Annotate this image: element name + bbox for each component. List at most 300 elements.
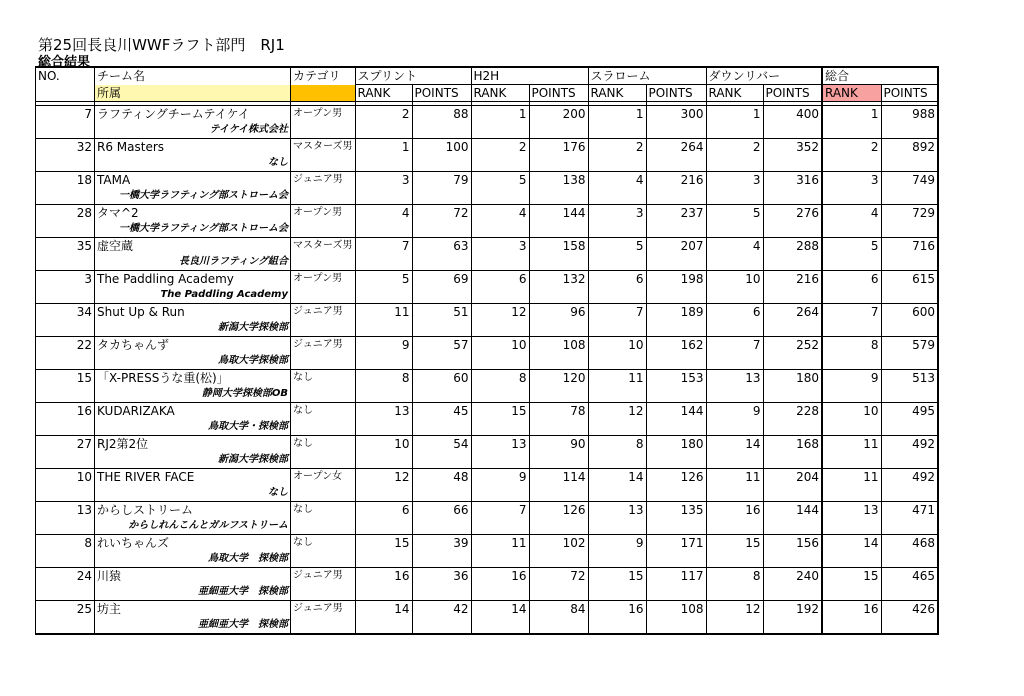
score-blank xyxy=(881,188,938,205)
score-blank xyxy=(529,551,588,568)
score-t-r: 15 xyxy=(822,568,881,585)
score-d-r: 2 xyxy=(706,139,763,156)
score-blank xyxy=(822,584,881,601)
score-sl-r: 16 xyxy=(588,601,646,618)
score-h-p: 120 xyxy=(529,370,588,387)
score-blank xyxy=(706,452,763,469)
score-blank xyxy=(881,518,938,535)
table-row xyxy=(36,568,939,585)
score-blank xyxy=(763,155,822,172)
score-blank xyxy=(822,551,881,568)
score-blank xyxy=(822,485,881,502)
score-blank xyxy=(881,122,938,139)
score-blank xyxy=(763,353,822,370)
entry-number: 24 xyxy=(36,568,95,585)
category: オープン男 xyxy=(291,205,356,222)
score-sl-p: 126 xyxy=(646,469,706,486)
entry-number: 34 xyxy=(36,304,95,321)
score-d-r: 8 xyxy=(706,568,763,585)
score-sl-r: 4 xyxy=(588,172,646,189)
score-blank xyxy=(822,386,881,403)
score-blank xyxy=(412,419,471,436)
category-blank xyxy=(291,485,356,502)
score-sl-r: 11 xyxy=(588,370,646,387)
table-row-affiliation xyxy=(36,518,939,535)
score-t-p: 892 xyxy=(881,139,938,156)
table-row-affiliation xyxy=(36,551,939,568)
score-blank xyxy=(646,254,706,271)
score-blank xyxy=(529,155,588,172)
entry-number: 35 xyxy=(36,238,95,255)
header-sprint-points: POINTS xyxy=(412,85,471,102)
score-t-p: 600 xyxy=(881,304,938,321)
score-blank xyxy=(588,221,646,238)
score-blank xyxy=(471,320,529,337)
entry-number: 25 xyxy=(36,601,95,618)
score-d-r: 11 xyxy=(706,469,763,486)
table-row xyxy=(36,370,939,387)
score-sp-p: 79 xyxy=(412,172,471,189)
table-row xyxy=(36,106,939,123)
score-t-p: 729 xyxy=(881,205,938,222)
score-blank xyxy=(881,386,938,403)
entry-number: 32 xyxy=(36,139,95,156)
score-h-r: 16 xyxy=(471,568,529,585)
score-blank xyxy=(355,320,412,337)
score-blank xyxy=(355,122,412,139)
score-d-p: 156 xyxy=(763,535,822,552)
header-affiliation: 所属 xyxy=(95,85,291,102)
score-blank xyxy=(529,584,588,601)
score-blank xyxy=(471,518,529,535)
score-blank xyxy=(355,617,412,634)
entry-number: 16 xyxy=(36,403,95,420)
score-d-p: 240 xyxy=(763,568,822,585)
score-d-r: 15 xyxy=(706,535,763,552)
entry-number-blank xyxy=(36,287,95,304)
header-h2h-rank: RANK xyxy=(471,85,529,102)
score-t-r: 9 xyxy=(822,370,881,387)
entry-number-blank xyxy=(36,320,95,337)
score-d-r: 16 xyxy=(706,502,763,519)
score-t-r: 16 xyxy=(822,601,881,618)
score-t-p: 615 xyxy=(881,271,938,288)
results-table-body xyxy=(36,67,939,634)
score-t-p: 579 xyxy=(881,337,938,354)
category: なし xyxy=(291,502,356,519)
score-d-r: 6 xyxy=(706,304,763,321)
category: マスターズ男 xyxy=(291,238,356,255)
category-blank xyxy=(291,419,356,436)
entry-number: 27 xyxy=(36,436,95,453)
score-h-p: 176 xyxy=(529,139,588,156)
score-blank xyxy=(822,254,881,271)
team-name: 川猿 xyxy=(95,568,291,585)
entry-number: 15 xyxy=(36,370,95,387)
score-blank xyxy=(588,617,646,634)
category-blank xyxy=(291,155,356,172)
score-blank xyxy=(529,386,588,403)
score-blank xyxy=(706,155,763,172)
header-sprint: スプリント xyxy=(355,67,471,85)
affiliation: 新潟大学探検部 xyxy=(95,320,291,337)
score-t-r: 10 xyxy=(822,403,881,420)
score-sl-p: 189 xyxy=(646,304,706,321)
category-blank xyxy=(291,254,356,271)
score-blank xyxy=(706,287,763,304)
score-blank xyxy=(529,485,588,502)
affiliation: なし xyxy=(95,485,291,502)
score-blank xyxy=(355,188,412,205)
category-blank xyxy=(291,122,356,139)
score-sp-p: 42 xyxy=(412,601,471,618)
score-blank xyxy=(529,287,588,304)
score-sp-r: 10 xyxy=(355,436,412,453)
score-d-p: 180 xyxy=(763,370,822,387)
score-h-p: 78 xyxy=(529,403,588,420)
entry-number-blank xyxy=(36,584,95,601)
score-d-r: 1 xyxy=(706,106,763,123)
score-blank xyxy=(646,287,706,304)
score-d-p: 216 xyxy=(763,271,822,288)
score-d-r: 5 xyxy=(706,205,763,222)
score-sp-r: 3 xyxy=(355,172,412,189)
table-row-affiliation xyxy=(36,584,939,601)
score-blank xyxy=(822,452,881,469)
score-sl-r: 13 xyxy=(588,502,646,519)
score-blank xyxy=(355,551,412,568)
table-row xyxy=(36,436,939,453)
score-blank xyxy=(471,386,529,403)
table-row xyxy=(36,403,939,420)
score-sl-r: 8 xyxy=(588,436,646,453)
score-sp-p: 54 xyxy=(412,436,471,453)
score-blank xyxy=(763,617,822,634)
score-blank xyxy=(646,518,706,535)
score-sp-r: 2 xyxy=(355,106,412,123)
header-downriver: ダウンリバー xyxy=(706,67,822,85)
score-blank xyxy=(706,353,763,370)
affiliation: 鳥取大学 探検部 xyxy=(95,551,291,568)
score-sl-p: 264 xyxy=(646,139,706,156)
score-blank xyxy=(529,617,588,634)
score-blank xyxy=(471,221,529,238)
affiliation: 鳥取大学探検部 xyxy=(95,353,291,370)
category: ジュニア男 xyxy=(291,337,356,354)
score-blank xyxy=(412,518,471,535)
entry-number-blank xyxy=(36,254,95,271)
category-blank xyxy=(291,584,356,601)
table-row xyxy=(36,172,939,189)
team-name: れいちゃんズ xyxy=(95,535,291,552)
team-name: 「X-PRESSうな重(松)」 xyxy=(95,370,291,387)
score-blank xyxy=(412,155,471,172)
score-sl-r: 5 xyxy=(588,238,646,255)
page-subtitle: 総合結果 xyxy=(38,55,91,70)
score-blank xyxy=(763,419,822,436)
score-sl-p: 117 xyxy=(646,568,706,585)
category-blank xyxy=(291,287,356,304)
score-blank xyxy=(355,353,412,370)
score-t-r: 13 xyxy=(822,502,881,519)
score-t-r: 8 xyxy=(822,337,881,354)
page-title: 第25回長良川WWFラフト部門 RJ1 xyxy=(38,36,285,54)
score-sl-r: 3 xyxy=(588,205,646,222)
score-sp-p: 39 xyxy=(412,535,471,552)
affiliation: The Paddling Academy xyxy=(95,287,291,304)
score-sp-p: 66 xyxy=(412,502,471,519)
score-t-r: 11 xyxy=(822,436,881,453)
score-h-r: 10 xyxy=(471,337,529,354)
table-row-affiliation xyxy=(36,221,939,238)
team-name: TAMA xyxy=(95,172,291,189)
score-h-p: 90 xyxy=(529,436,588,453)
score-h-p: 158 xyxy=(529,238,588,255)
score-blank xyxy=(588,551,646,568)
score-d-p: 316 xyxy=(763,172,822,189)
score-blank xyxy=(529,221,588,238)
score-sl-r: 14 xyxy=(588,469,646,486)
score-sl-r: 6 xyxy=(588,271,646,288)
score-blank xyxy=(412,188,471,205)
score-d-r: 13 xyxy=(706,370,763,387)
score-h-p: 114 xyxy=(529,469,588,486)
score-t-p: 465 xyxy=(881,568,938,585)
score-h-p: 84 xyxy=(529,601,588,618)
score-blank xyxy=(706,320,763,337)
score-blank xyxy=(881,320,938,337)
score-sp-r: 8 xyxy=(355,370,412,387)
score-t-r: 14 xyxy=(822,535,881,552)
score-blank xyxy=(822,122,881,139)
score-blank xyxy=(881,551,938,568)
score-blank xyxy=(471,254,529,271)
header-category: カテゴリ xyxy=(291,67,356,85)
score-blank xyxy=(588,419,646,436)
score-blank xyxy=(822,617,881,634)
score-blank xyxy=(763,518,822,535)
score-blank xyxy=(412,452,471,469)
score-blank xyxy=(529,518,588,535)
team-name: KUDARIZAKA xyxy=(95,403,291,420)
score-sp-r: 9 xyxy=(355,337,412,354)
score-sl-p: 171 xyxy=(646,535,706,552)
score-blank xyxy=(588,386,646,403)
score-sp-r: 12 xyxy=(355,469,412,486)
entry-number: 22 xyxy=(36,337,95,354)
entry-number-blank xyxy=(36,188,95,205)
score-blank xyxy=(646,155,706,172)
score-h-p: 132 xyxy=(529,271,588,288)
score-h-r: 13 xyxy=(471,436,529,453)
category-blank xyxy=(291,551,356,568)
score-d-p: 276 xyxy=(763,205,822,222)
score-d-r: 12 xyxy=(706,601,763,618)
header-downriver-rank: RANK xyxy=(706,85,763,102)
table-row-affiliation xyxy=(36,287,939,304)
score-blank xyxy=(881,254,938,271)
score-sl-p: 237 xyxy=(646,205,706,222)
score-h-r: 15 xyxy=(471,403,529,420)
score-sl-p: 144 xyxy=(646,403,706,420)
affiliation: なし xyxy=(95,155,291,172)
score-blank xyxy=(529,419,588,436)
score-blank xyxy=(822,155,881,172)
score-blank xyxy=(881,485,938,502)
team-name: RJ2第2位 xyxy=(95,436,291,453)
score-blank xyxy=(763,551,822,568)
affiliation: 新潟大学探検部 xyxy=(95,452,291,469)
score-blank xyxy=(355,452,412,469)
category-blank xyxy=(291,320,356,337)
table-row-affiliation xyxy=(36,122,939,139)
header-slalom: スラローム xyxy=(588,67,706,85)
score-blank xyxy=(763,452,822,469)
entry-number-blank xyxy=(36,419,95,436)
score-blank xyxy=(881,353,938,370)
score-blank xyxy=(355,485,412,502)
score-h-r: 12 xyxy=(471,304,529,321)
score-t-r: 2 xyxy=(822,139,881,156)
table-row xyxy=(36,205,939,222)
score-sp-p: 36 xyxy=(412,568,471,585)
header-downriver-points: POINTS xyxy=(763,85,822,102)
score-blank xyxy=(412,353,471,370)
table-row-affiliation xyxy=(36,353,939,370)
score-sl-r: 10 xyxy=(588,337,646,354)
table-row xyxy=(36,337,939,354)
header-overall-rank: RANK xyxy=(822,85,881,102)
table-row xyxy=(36,502,939,519)
entry-number-blank xyxy=(36,122,95,139)
score-h-p: 72 xyxy=(529,568,588,585)
team-name: タマ^2 xyxy=(95,205,291,222)
score-blank xyxy=(355,518,412,535)
results-table xyxy=(35,66,939,635)
score-sl-p: 216 xyxy=(646,172,706,189)
score-t-r: 6 xyxy=(822,271,881,288)
score-blank xyxy=(881,617,938,634)
score-sp-p: 69 xyxy=(412,271,471,288)
category-blank xyxy=(291,188,356,205)
score-blank xyxy=(763,584,822,601)
category-blank xyxy=(291,386,356,403)
score-sl-r: 9 xyxy=(588,535,646,552)
category: なし xyxy=(291,370,356,387)
score-h-p: 144 xyxy=(529,205,588,222)
score-t-p: 471 xyxy=(881,502,938,519)
score-t-p: 495 xyxy=(881,403,938,420)
score-blank xyxy=(471,122,529,139)
score-sp-r: 1 xyxy=(355,139,412,156)
header-overall-points: POINTS xyxy=(881,85,938,102)
score-blank xyxy=(588,452,646,469)
score-blank xyxy=(822,287,881,304)
score-sl-p: 207 xyxy=(646,238,706,255)
score-blank xyxy=(706,254,763,271)
team-name: The Paddling Academy xyxy=(95,271,291,288)
header-h2h: H2H xyxy=(471,67,588,85)
score-blank xyxy=(706,518,763,535)
score-blank xyxy=(412,485,471,502)
category: ジュニア男 xyxy=(291,568,356,585)
score-blank xyxy=(412,287,471,304)
team-name: THE RIVER FACE xyxy=(95,469,291,486)
table-row-affiliation xyxy=(36,188,939,205)
table-row-affiliation xyxy=(36,320,939,337)
table-row xyxy=(36,304,939,321)
score-blank xyxy=(706,584,763,601)
score-t-r: 7 xyxy=(822,304,881,321)
score-sp-p: 60 xyxy=(412,370,471,387)
category: なし xyxy=(291,403,356,420)
affiliation: からしれんこんとガルフストリーム xyxy=(95,518,291,535)
score-blank xyxy=(706,419,763,436)
affiliation: 長良川ラフティング組合 xyxy=(95,254,291,271)
score-blank xyxy=(471,551,529,568)
score-sp-p: 51 xyxy=(412,304,471,321)
category: ジュニア男 xyxy=(291,601,356,618)
category: ジュニア男 xyxy=(291,172,356,189)
score-blank xyxy=(355,584,412,601)
score-d-r: 4 xyxy=(706,238,763,255)
score-sl-r: 2 xyxy=(588,139,646,156)
score-blank xyxy=(822,221,881,238)
team-name: Shut Up & Run xyxy=(95,304,291,321)
score-blank xyxy=(763,221,822,238)
score-blank xyxy=(355,386,412,403)
score-sl-r: 1 xyxy=(588,106,646,123)
score-blank xyxy=(588,122,646,139)
score-sp-p: 63 xyxy=(412,238,471,255)
score-blank xyxy=(355,155,412,172)
score-h-r: 4 xyxy=(471,205,529,222)
score-sp-r: 14 xyxy=(355,601,412,618)
score-sp-p: 88 xyxy=(412,106,471,123)
entry-number-blank xyxy=(36,386,95,403)
score-blank xyxy=(881,221,938,238)
score-blank xyxy=(646,485,706,502)
score-blank xyxy=(471,617,529,634)
score-blank xyxy=(706,386,763,403)
score-h-r: 3 xyxy=(471,238,529,255)
header-row-1 xyxy=(36,67,939,85)
score-blank xyxy=(881,155,938,172)
score-blank xyxy=(706,221,763,238)
score-blank xyxy=(412,551,471,568)
score-blank xyxy=(706,188,763,205)
score-t-p: 426 xyxy=(881,601,938,618)
header-no-blank xyxy=(36,85,95,102)
entry-number-blank xyxy=(36,353,95,370)
score-blank xyxy=(588,584,646,601)
score-blank xyxy=(355,254,412,271)
score-blank xyxy=(822,353,881,370)
header-slalom-points: POINTS xyxy=(646,85,706,102)
score-blank xyxy=(588,155,646,172)
table-row-affiliation xyxy=(36,419,939,436)
score-h-r: 6 xyxy=(471,271,529,288)
category-blank xyxy=(291,221,356,238)
score-blank xyxy=(646,584,706,601)
score-blank xyxy=(881,419,938,436)
entry-number: 8 xyxy=(36,535,95,552)
entry-number-blank xyxy=(36,221,95,238)
header-no: NO. xyxy=(36,67,95,85)
score-sp-p: 72 xyxy=(412,205,471,222)
score-sl-p: 180 xyxy=(646,436,706,453)
score-d-p: 144 xyxy=(763,502,822,519)
